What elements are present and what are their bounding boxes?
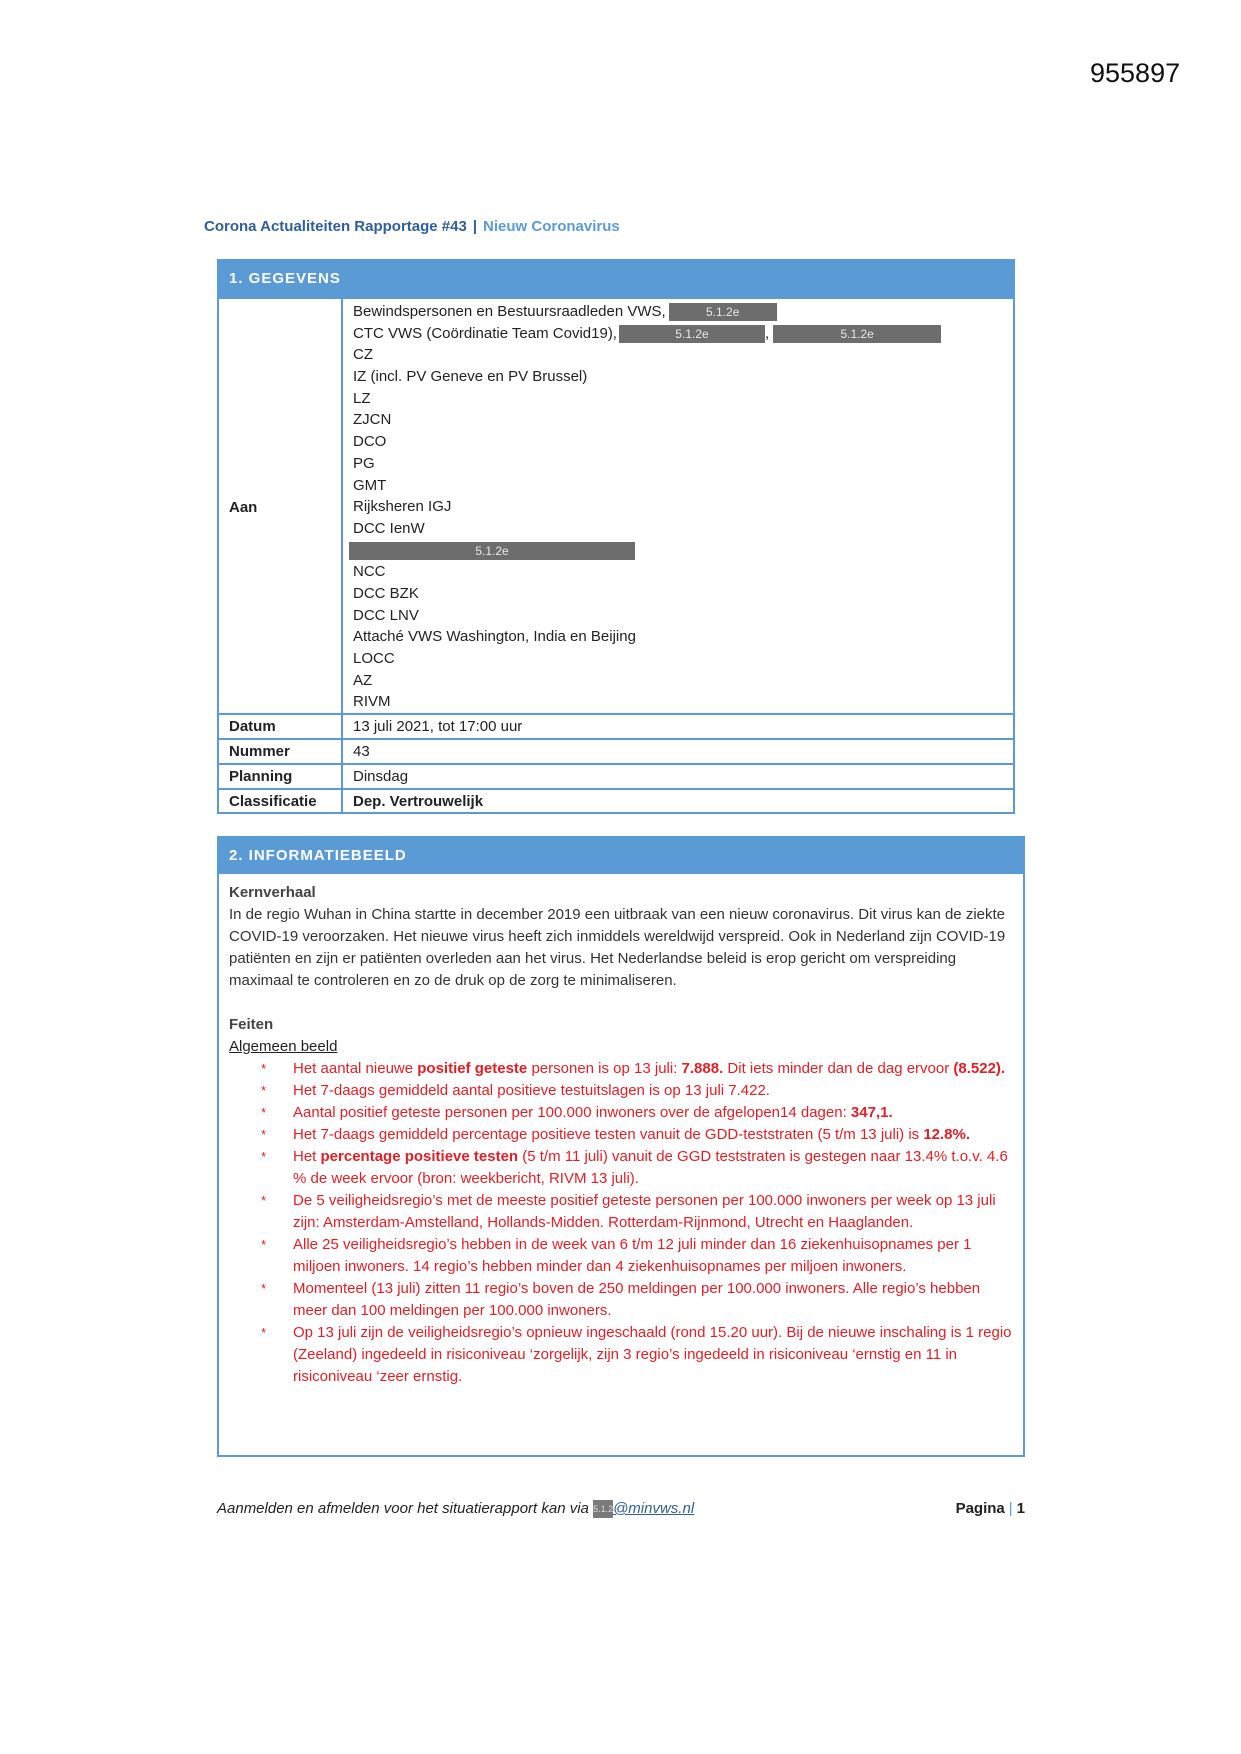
fact-item: * Op 13 juli zijn de veiligheidsregio’s opnieuw ingeschaald (rond 15.20 uur). Bij de nieuwe inschaling is 1 regio (Zeeland) ingedeeld in risiconiveau ‘zorgelijk, zijn 3 regio’s ingedeeld in risiconiveau ‘ernstig en 11 in risiconiveau ‘zeer ernstig.: [261, 1324, 1012, 1385]
fact-item: * Het percentage positieve testen (5 t/m 11 juli) vanuit de GGD teststraten is gestegen naar 13.4% t.o.v. 4.6 % de week ervoor (bron: weekbericht, RIVM 13 juli).: [261, 1148, 1008, 1187]
footer-email-link[interactable]: @minvws.nl: [613, 1500, 695, 1517]
redaction-block: 5.1.2e: [349, 542, 635, 560]
recipient-item: Rijksheren IGJ: [353, 498, 452, 516]
planning-value: Dinsdag: [353, 768, 409, 785]
classificatie-value: Dep. Vertrouwelijk: [353, 793, 484, 810]
recipient-item: DCC LNV: [353, 606, 419, 624]
fact-item: * De 5 veiligheidsregio’s met de meeste positief geteste personen per 100.000 inwoners per week op 13 juli zijn: Amsterdam-Amstelland, Hollands-Midden. Rotterdam-Rijnmond, Utrecht en Haaglanden.: [261, 1192, 996, 1231]
recipient-item: PG: [353, 454, 375, 472]
recipient-item: LOCC: [353, 650, 395, 667]
header-separator: |: [472, 218, 478, 235]
recipient-item: IZ (incl. PV Geneve en PV Brussel): [353, 368, 588, 386]
bullet-icon: *: [261, 1281, 267, 1296]
recipient-item: Attaché VWS Washington, India en Beijing: [353, 628, 636, 646]
recipient-item: Bewindspersonen en Bestuursraadleden VWS, 5.1.2e: [353, 301, 1007, 323]
recipient-item: CZ: [353, 346, 373, 364]
nummer-value: 43: [353, 743, 370, 760]
fact-item: * Momenteel (13 juli) zitten 11 regio’s boven de 250 meldingen per 100.000 inwoners. Alle regio’s hebben meer dan 100 meldingen per 100.000 inwoners.: [261, 1280, 981, 1319]
fact-item: * Het aantal nieuwe positief geteste personen is op 13 juli: 7.888. Dit iets minder dan de dag ervoor (8.522).: [229, 1058, 1015, 1080]
classificatie-label: Classificatie: [229, 793, 317, 810]
nummer-row: [219, 738, 1013, 763]
gegevens-table: [217, 259, 1015, 814]
fact-item: * Het 7-daags gemiddeld aantal positieve testuitslagen is op 13 juli 7.422.: [229, 1080, 1015, 1102]
bullet-icon: *: [261, 1193, 267, 1208]
datum-label: Datum: [229, 718, 276, 735]
nummer-label: Nummer: [229, 743, 290, 760]
redaction-block: 5.1.2e: [619, 325, 765, 343]
redaction-block: 5.1.2e: [773, 325, 941, 343]
planning-row: [219, 763, 1013, 788]
recipient-item: NCC: [353, 563, 386, 581]
bullet-icon: *: [261, 1325, 267, 1340]
report-header: [204, 218, 620, 235]
recipient-item: ZJCN: [353, 411, 392, 429]
recipient-item: [353, 540, 1007, 562]
algemeen-beeld-title: Algemeen beeld: [229, 1038, 338, 1055]
informatiebeeld-box: [217, 836, 1025, 1457]
informatiebeeld-body: [229, 882, 1015, 1388]
aan-label: Aan: [229, 499, 258, 516]
recipient-list: [353, 301, 1007, 713]
fact-item: * Het 7-daags gemiddeld percentage positieve testen vanuit de GDD-teststraten (5 t/m 13 juli) is 12.8%.: [229, 1124, 1015, 1146]
recipient-item: DCO: [353, 433, 387, 451]
datum-row: [219, 713, 1013, 738]
bullet-icon: *: [261, 1237, 267, 1252]
classificatie-row: [219, 788, 1013, 813]
planning-label: Planning: [229, 768, 293, 785]
kernverhaal-title: Kernverhaal: [229, 884, 316, 901]
bullet-icon: *: [261, 1105, 267, 1120]
footer-text: Aanmelden en afmelden voor het situatierapport kan via: [217, 1500, 589, 1517]
informatiebeeld-heading: 2. INFORMATIEBEELD: [219, 838, 1023, 874]
recipient-item: LZ: [353, 389, 371, 407]
page-indicator: Pagina | 1: [955, 1500, 1025, 1517]
recipient-item: AZ: [353, 671, 373, 689]
bullet-icon: *: [261, 1149, 267, 1164]
report-title: Corona Actualiteiten Rapportage #43: [204, 218, 467, 235]
gegevens-heading: 1. GEGEVENS: [219, 261, 1013, 297]
recipient-item: CTC VWS (Coördinatie Team Covid19), 5.1.2e , 5.1.2e: [353, 323, 1007, 345]
redaction-block: 5.1.2e: [593, 1500, 613, 1518]
facts-list: [229, 1058, 1015, 1388]
bullet-icon: *: [261, 1083, 267, 1098]
redaction-block: 5.1.2e: [669, 303, 777, 321]
feiten-title: Feiten: [229, 1016, 274, 1033]
datum-value: 13 juli 2021, tot 17:00 uur: [353, 718, 523, 735]
recipient-item: RIVM: [353, 693, 391, 711]
recipient-item: DCC IenW: [353, 519, 425, 537]
kernverhaal-text: In de regio Wuhan in China startte in december 2019 een uitbraak van een nieuw coronavirus. Dit virus kan de ziekte COVID-19 veroorzaken. Het nieuwe virus heeft zich inmiddels wereldwijd verspreid. Ook in Nederland zijn COVID-19 patiënten en zijn er patiënten overleden aan het virus. Het Nederlandse beleid is erop gericht om verspreiding maximaal te controleren en zo de druk op de zorg te minimaliseren.: [229, 906, 1006, 989]
document-number: 955897: [1090, 58, 1181, 88]
fact-item: * Aantal positief geteste personen per 100.000 inwoners over de afgelopen14 dagen: 347,1.: [229, 1102, 1015, 1124]
report-subtitle: Nieuw Coronavirus: [483, 218, 620, 235]
aan-row: [219, 297, 1013, 713]
page-footer: [217, 1500, 1025, 1518]
recipient-item: GMT: [353, 476, 387, 494]
bullet-icon: *: [261, 1061, 267, 1076]
bullet-icon: *: [261, 1127, 267, 1142]
fact-item: * Alle 25 veiligheidsregio’s hebben in de week van 6 t/m 12 juli minder dan 16 ziekenhuisopnames per 1 miljoen inwoners. 14 regio’s hebben minder dan 4 ziekenhuisopnames per miljoen inwoners.: [261, 1236, 972, 1275]
recipient-item: DCC BZK: [353, 584, 419, 602]
